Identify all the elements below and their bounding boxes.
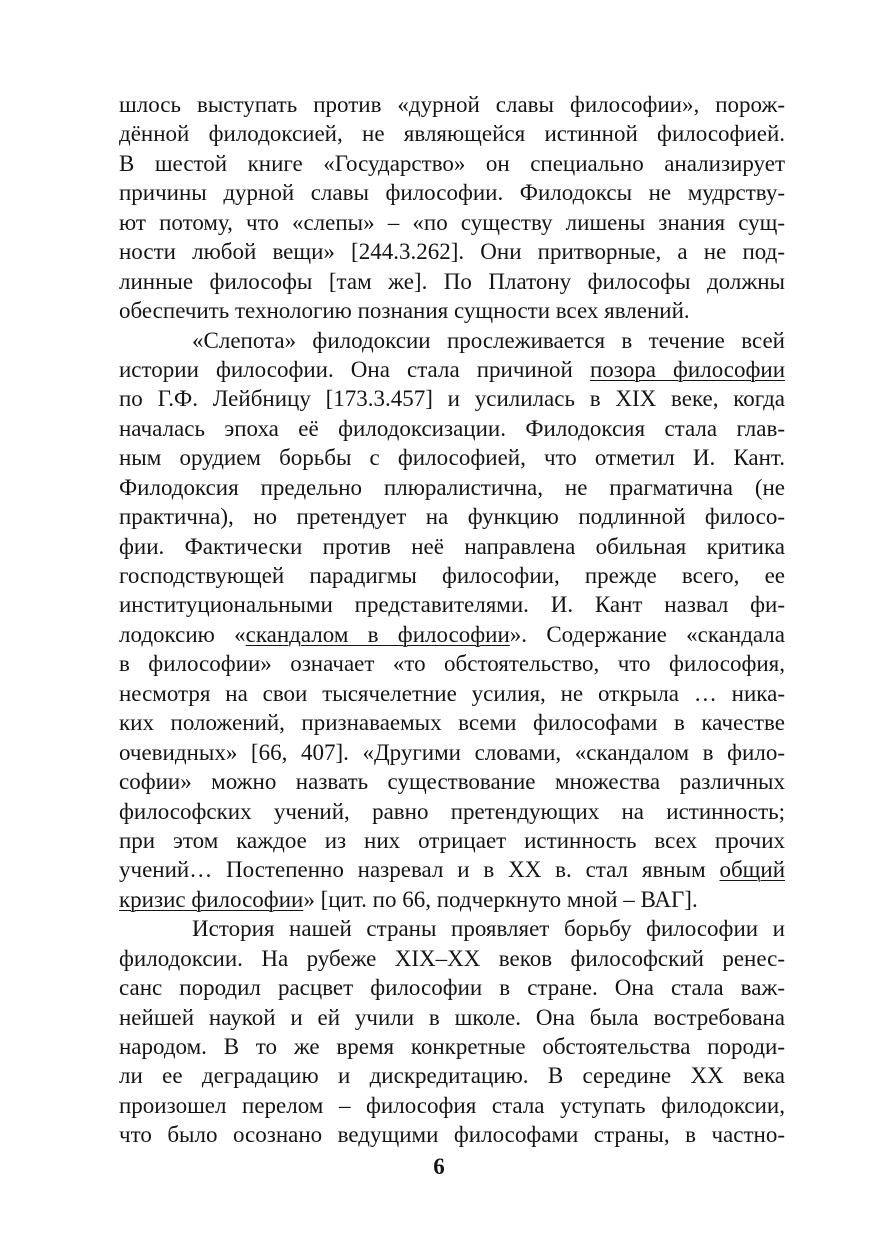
text-line: История нашей страны проявляет борьбу философии и [192, 916, 785, 942]
text-line: причины дурной славы философии. Филодоксы не мудрству- [119, 180, 785, 206]
text-line: фии. Фактически против неё направлена обильная критика [119, 533, 785, 559]
text-line: институциональными представителями. И. Кант назвал фи- [119, 592, 785, 618]
text-line: практична), но претендует на функцию подлинной филосо- [119, 504, 785, 530]
text-line: ких положений, признаваемых всеми философами в качестве [119, 710, 785, 736]
underlined-phrase: общий [719, 857, 785, 883]
text-line: санс породил расцвет философии в стране. Она стала важ- [119, 975, 785, 1001]
text-line: господствующей парадигмы философии, прежде всего, ее [119, 563, 785, 588]
text-run: учений… Постепенно назревал и в XX в. стал явным [119, 857, 720, 883]
text-line: при этом каждое из них отрицает истинность всех прочих [119, 827, 785, 853]
text-line [119, 855, 785, 884]
text-run: » [цит. по 66, подчеркнуто мной – ВАГ]. [303, 886, 698, 912]
text-run: лодоксию « [119, 621, 246, 647]
text-line [119, 620, 785, 649]
text-line: ли ее деградацию и дискредитацию. В середине XX века [119, 1063, 785, 1089]
text-line: ности любой вещи» [244.3.262]. Они притворные, а не под- [119, 239, 785, 265]
text-line: обеспечить технологию познания сущности всех явлений. [119, 298, 690, 324]
text-line: В шестой книге «Государство» он специально анализирует [119, 150, 785, 176]
text-line: народом. В то же время конкретные обстоятельства породи- [119, 1034, 785, 1059]
text-line: «Слепота» филодоксии прослеживается в течение всей [192, 327, 785, 353]
text-line: по Г.Ф. Лейбницу [173.3.457] и усилилась в XIX веке, когда [119, 386, 785, 412]
text-line [119, 885, 785, 914]
text-line: филодоксии. На рубеже XIX–XX веков философский ренес- [119, 945, 785, 971]
text-run: истории философии. Она стала причиной [119, 356, 590, 382]
text-line: нейшей наукой и ей учили в школе. Она была востребована [119, 1004, 785, 1030]
text-line: шлось выступать против «дурной славы философии», порож- [119, 92, 785, 117]
text-line: ют потому, что «слепы» – «по существу лишены знания сущ- [119, 209, 785, 235]
underlined-phrase: позора философии [589, 356, 785, 382]
text-line: дённой филодоксией, не являющейся истинной философией. [119, 121, 785, 147]
text-line: несмотря на свои тысячелетние усилия, не открыла … ника- [119, 680, 785, 706]
text-line: началась эпоха её филодоксизации. Филодоксия стала глав- [119, 415, 785, 441]
page-number: 6 [433, 1154, 445, 1179]
text-line [119, 355, 785, 384]
underlined-phrase: кризис философии [119, 886, 304, 912]
text-line: Филодоксия предельно плюралистична, не прагматична (не [119, 474, 785, 500]
text-line: произошел перелом – философия стала уступать филодоксии, [119, 1092, 785, 1118]
text-line: в философии» означает «то обстоятельство, что философия, [119, 651, 785, 677]
body-text [119, 90, 785, 1150]
text-line: очевидных» [66, 407]. «Другими словами, «скандалом в фило- [119, 739, 785, 765]
text-line: ным орудием борьбы с философией, что отметил И. Кант. [119, 445, 785, 471]
text-run: ». Содержание «скандала [509, 621, 785, 647]
underlined-phrase: скандалом в философии [245, 621, 510, 647]
text-line: философских учений, равно претендующих на истинность; [119, 798, 785, 824]
text-line: софии» можно назвать существование множества различных [119, 769, 785, 795]
text-line: линные философы [там же]. По Платону философы должны [119, 268, 785, 294]
text-line: что было осознано ведущими философами страны, в частно- [119, 1122, 785, 1148]
